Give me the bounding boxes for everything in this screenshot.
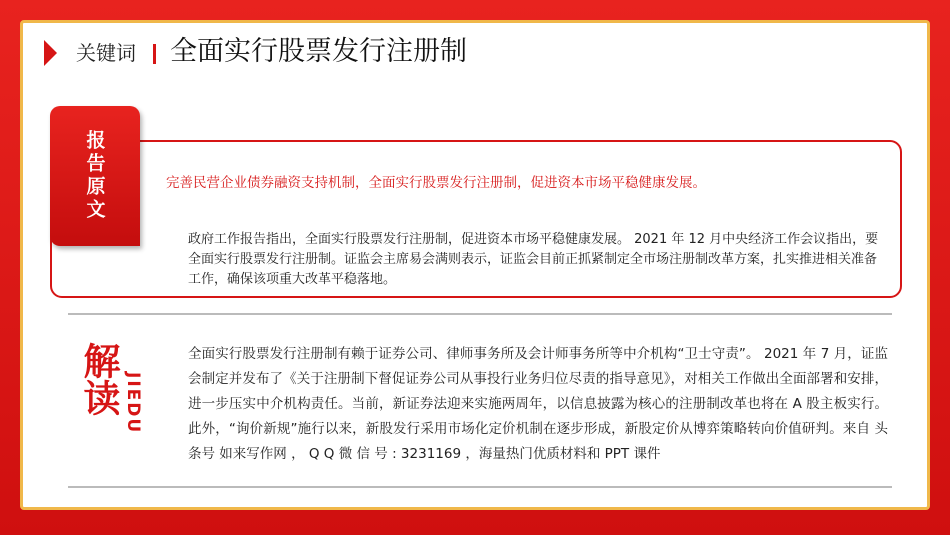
report-tag xyxy=(50,106,140,246)
interpretation-label: 解读 xyxy=(77,342,120,416)
divider-top xyxy=(68,313,892,315)
report-body: 政府工作报告指出，全面实行股票发行注册制，促进资本市场平稳健康发展。 2021 年 12 月中央经济工作会议指出，要全面实行股票发行注册制。证监会主席易会满则表示，证监会目前正抓紧制定全市场注册制改革方案，扎实推进相关准备工作，确保该项重大改革平稳落地。 xyxy=(188,232,879,287)
report-highlight: 完善民营企业债券融资支持机制，全面实行股票发行注册制，促进资本市场平稳健康发展。 xyxy=(166,175,706,191)
title-separator xyxy=(153,44,156,64)
arrow-right-icon xyxy=(44,40,57,66)
interpretation-label-en: JIEDU xyxy=(123,372,143,435)
page-title: 全面实行股票发行注册制 xyxy=(170,36,467,67)
divider-bottom xyxy=(68,486,892,488)
keyword-label: 关键词 xyxy=(76,41,136,65)
interpretation-body: 全面实行股票发行注册制有赖于证券公司、律师事务所及会计师事务所等中介机构“卫士守责”。 2021 年 7 月，证监会制定并发布了《关于注册制下督促证券公司从事投行业务归位尽责的指导意见》，对相关工作做出全面部署和安排，进一步压实中介机构责任。当前，新证券法迎来实施两周年，以信息披露为核心的注册制改革也将在 A 股主板实行。此外，“询价新规”施行以来，新股发行采用市场化定价机制在逐步形成，新股定价从博弈策略转向价值研判。来自 头条号 如来写作网 ， Q Q 微 信 号 : 3231169 ，海量热门优质材料和 PPT 课件 xyxy=(188,346,888,462)
report-tag-label: 报告原文 xyxy=(83,130,106,222)
